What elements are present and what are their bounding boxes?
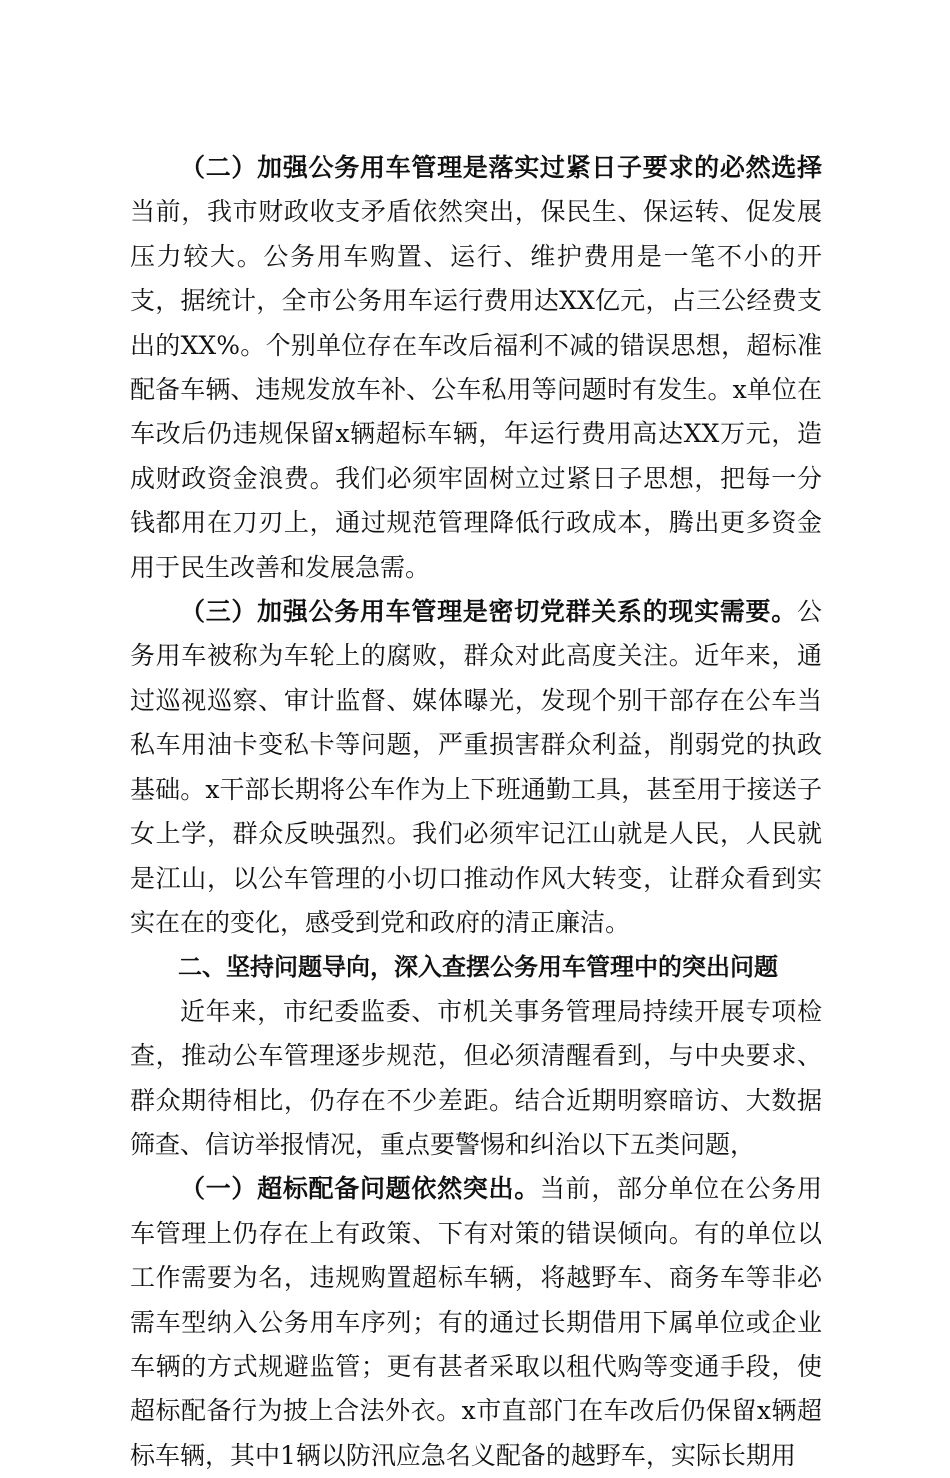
section-three-body: 公务用车被称为车轮上的腐败，群众对此高度关注。近年来，通过巡视巡察、审计监督、媒体曝光，发现个别干部存在公车当私车用油卡变私卡等问题，严重损害群众利益，削弱党的执政基础。x干部长期将公车作为上下班通勤工具，甚至用于接送子女上学，群众反映强烈。我们必须牢记江山就是人民，人民就是江山，以公车管理的小切口推动作风大转变，让群众看到实实在在的变化，感受到党和政府的清正廉洁。 <box>130 597 822 937</box>
paragraph-section-three <box>130 590 822 945</box>
section-three-lead: （三）加强公务用车管理是密切党群关系的现实需要。 <box>180 597 797 627</box>
section-two-body: 当前，我市财政收支矛盾依然突出，保民生、保运转、促发展压力较大。公务用车购置、运行、维护费用是一笔不小的开支，据统计，全市公务用车运行费用达XX亿元，占三公经费支出的XX%。个别单位存在车改后福利不减的错误思想，超标准配备车辆、违规发放车补、公车私用等问题时有发生。x单位在车改后仍违规保留x辆超标车辆，年运行费用高达XX万元，造成财政资金浪费。我们必须牢固树立过紧日子思想，把每一分钱都用在刀刃上，通过规范管理降低行政成本，腾出更多资金用于民生改善和发展急需。 <box>130 197 822 582</box>
paragraph-intro: 近年来，市纪委监委、市机关事务管理局持续开展专项检查，推动公车管理逐步规范，但必须清醒看到，与中央要求、群众期待相比，仍存在不少差距。结合近期明察暗访、大数据筛查、信访举报情况，重点要警惕和纠治以下五类问题， <box>130 996 822 1159</box>
paragraph-problem-one <box>130 1167 822 1478</box>
document-body <box>130 146 822 1478</box>
heading-part-two: 二、坚持问题导向，深入查摆公务用车管理中的突出问题 <box>178 953 778 982</box>
section-two-lead: （二）加强公务用车管理是落实过紧日子要求的必然选择 <box>180 153 822 182</box>
problem-one-lead: （一）超标配备问题依然突出。 <box>180 1174 540 1204</box>
paragraph-section-two <box>130 146 822 590</box>
problem-one-body: 当前，部分单位在公务用车管理上仍存在上有政策、下有对策的错误倾向。有的单位以工作需要为名，违规购置超标车辆，将越野车、商务车等非必需车型纳入公务用车序列；有的通过长期借用下属单位或企业车辆的方式规避监管；更有甚者采取以租代购等变通手段，使超标配备行为披上合法外衣。x市直部门在车改后仍保留x辆超标车辆，其中1辆以防汛应急名义配备的越野车，实际长期用 <box>130 1174 822 1470</box>
